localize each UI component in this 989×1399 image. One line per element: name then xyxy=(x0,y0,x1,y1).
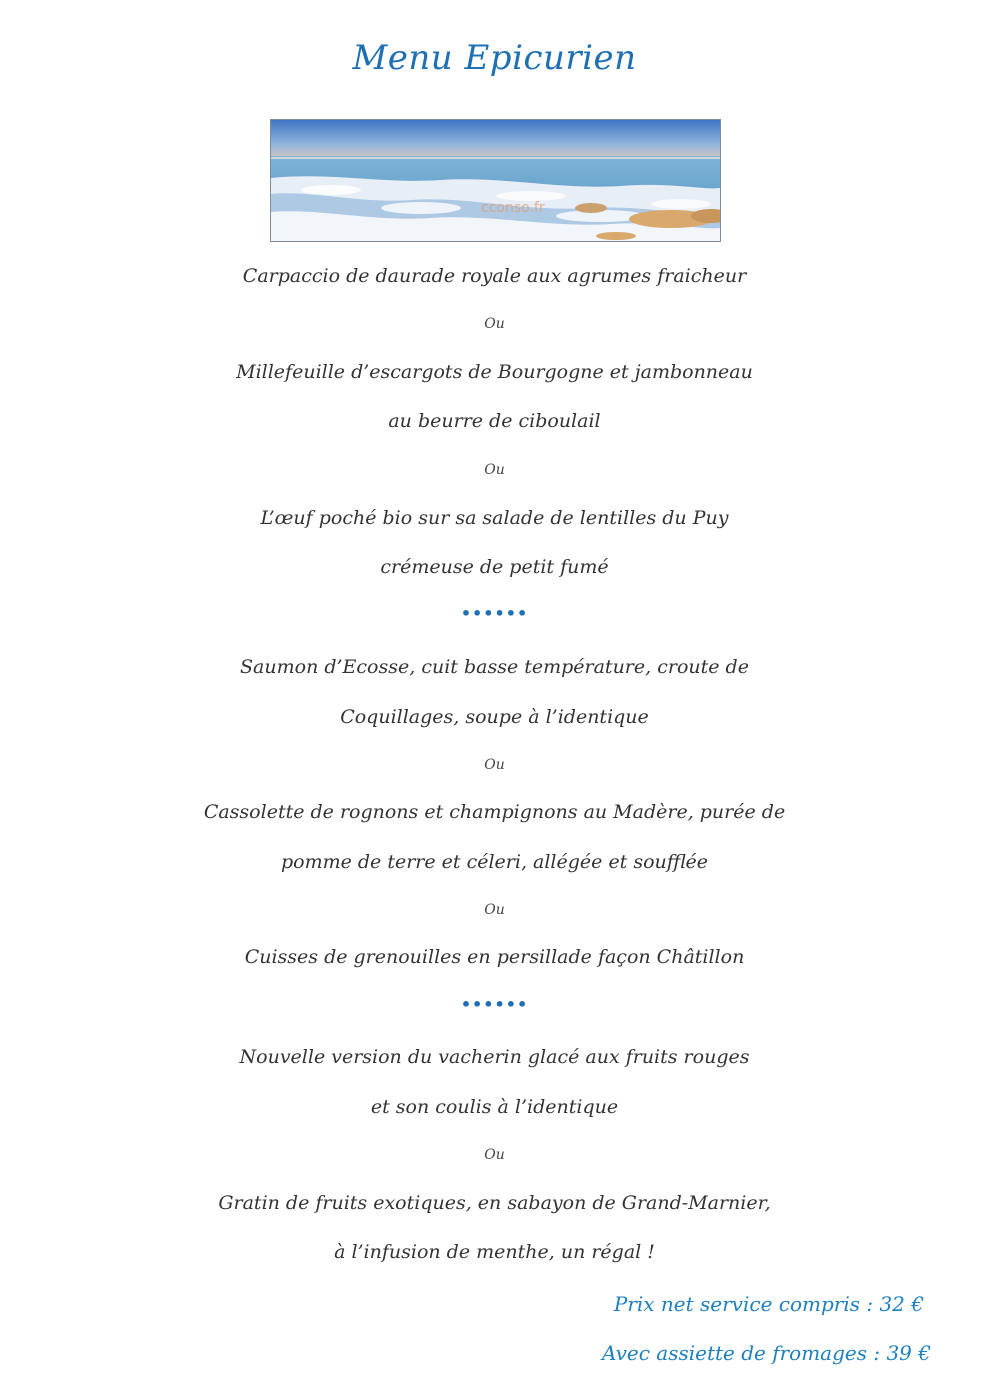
entree-line-3: au beurre de ciboulail xyxy=(388,410,601,432)
entree-line-2: Millefeuille d’escargots de Bourgogne et jambonneau xyxy=(236,361,753,383)
plat-line-3: Cassolette de rognons et champignons au Madère, purée de xyxy=(203,801,786,823)
course-separator: •••••• xyxy=(460,995,529,1014)
price-with-cheese: Avec assiette de fromages : 39 € xyxy=(601,1341,931,1365)
or-label: Ou xyxy=(484,757,505,773)
dessert-line-4: à l’infusion de menthe, un régal ! xyxy=(334,1241,655,1263)
plat-line-4: pomme de terre et céleri, allégée et soufflée xyxy=(280,851,709,873)
plat-line-5: Cuisses de grenouilles en persillade façon Châtillon xyxy=(244,946,745,968)
entree-line-5: crémeuse de petit fumé xyxy=(380,556,609,578)
or-label: Ou xyxy=(484,1147,505,1163)
entree-line-4: L’œuf poché bio sur sa salade de lentilles du Puy xyxy=(260,507,729,529)
price-net: Prix net service compris : 32 € xyxy=(613,1292,924,1316)
or-label: Ou xyxy=(484,316,505,332)
dessert-line-2: et son coulis à l’identique xyxy=(370,1096,619,1118)
or-label: Ou xyxy=(484,462,505,478)
watermark-text: cconso.fr xyxy=(481,200,545,216)
seascape-banner-image xyxy=(270,119,721,242)
or-label: Ou xyxy=(484,902,505,918)
dessert-line-1: Nouvelle version du vacherin glacé aux fruits rouges xyxy=(239,1046,750,1068)
dessert-line-3: Gratin de fruits exotiques, en sabayon de Grand-Marnier, xyxy=(218,1192,771,1214)
plat-line-1: Saumon d’Ecosse, cuit basse température, croute de xyxy=(240,656,749,678)
course-separator: •••••• xyxy=(460,604,529,623)
plat-line-2: Coquillages, soupe à l’identique xyxy=(340,706,649,728)
menu-title: Menu Epicurien xyxy=(352,38,637,78)
entree-line-1: Carpaccio de daurade royale aux agrumes fraicheur xyxy=(242,265,747,287)
